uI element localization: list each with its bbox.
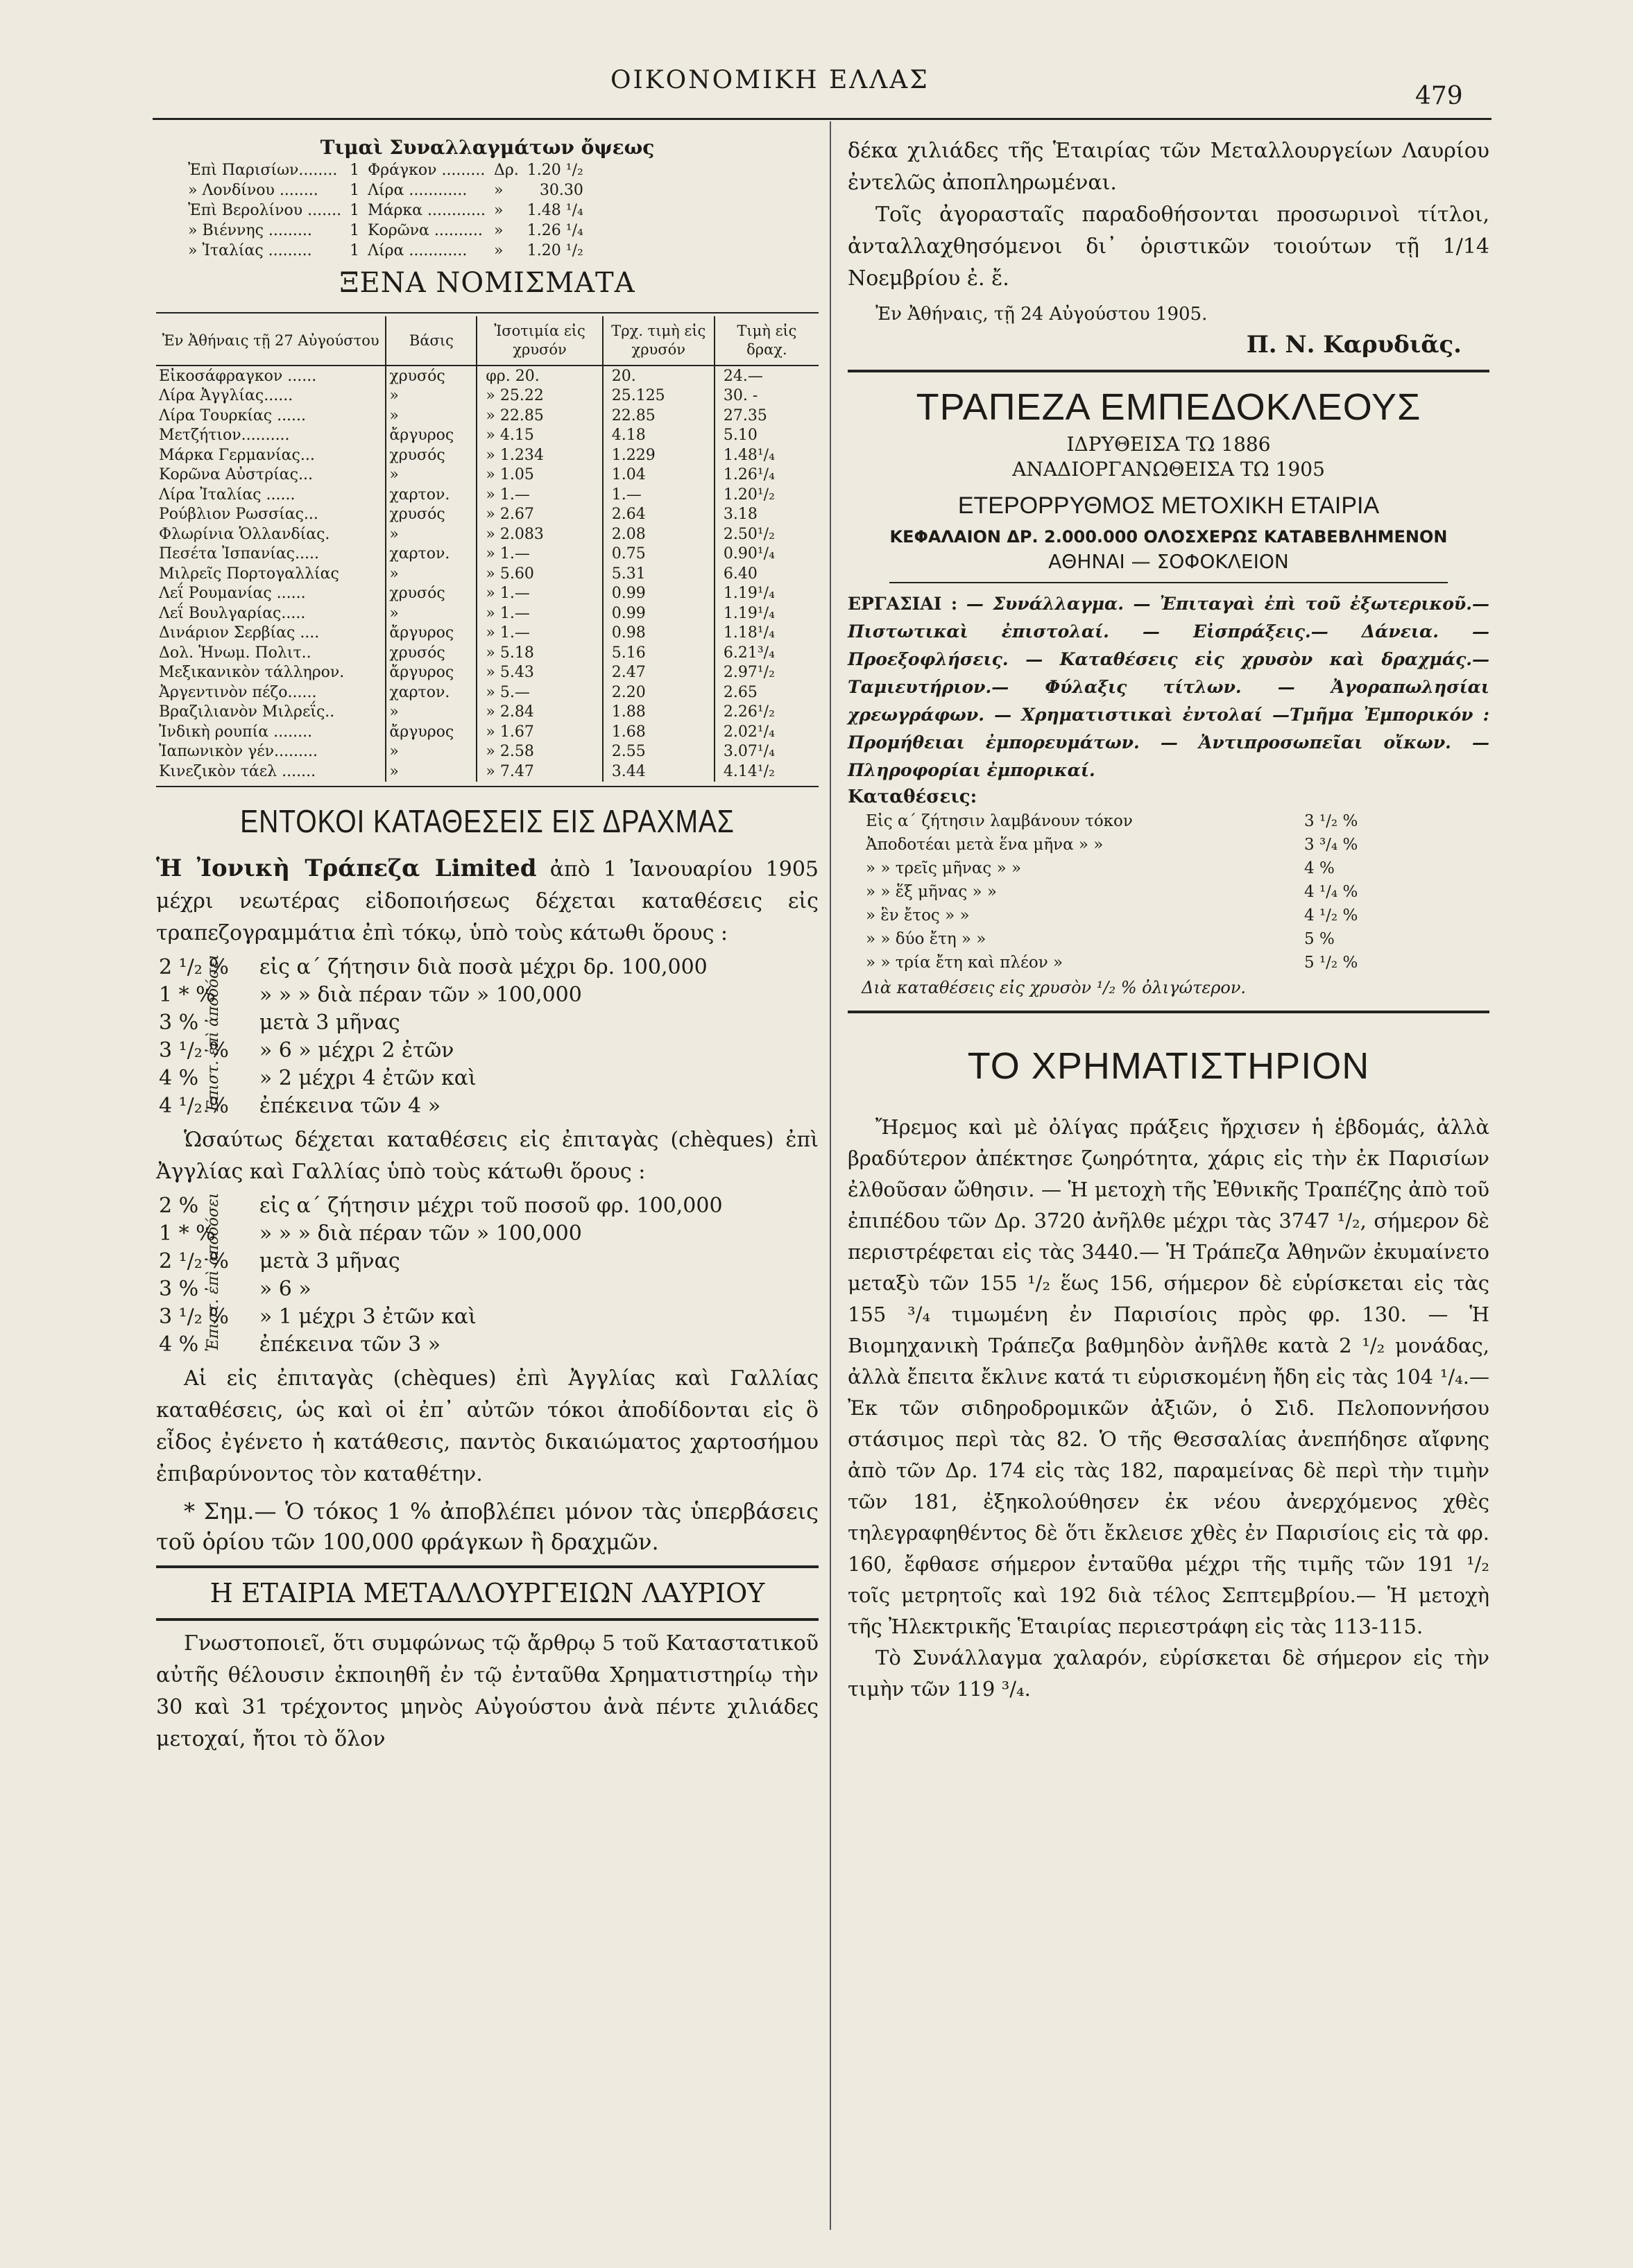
coin-cell-parity: » 2.67	[477, 505, 602, 525]
news-body: Ἤρεμος καὶ μὲ ὀλίγας πράξεις ἤρχισεν ἡ ἑβδομάς, ἀλλὰ βραδύτερον ἀπέκτησε ζωηρότητα, χάρις εἰς τὴν ἐκ Παρισίων ἐλθοῦσαν ὤθησιν. — Ἡ μετοχὴ τῆς Ἐθνικῆς Τραπέζης ἀπὸ τοῦ ἐπιπέδου τῶν Δρ. 3720 ἀνῆλθε μέχρι τὰς 3747 ¹/₂, σήμερον δὲ περιστρέφεται εἰς τὰς 3440.— Ἡ Τράπεζα Ἀθηνῶν ἐκυμαίνετο μεταξὺ τῶν 155 ¹/₂ ἕως 156, σήμερον δὲ εὑρίσκεται εἰς τὰς 155 ³/₄ τιμωμένη ἐν Παρισίοις πρὸς φρ. 130. — Ἡ Βιομηχανικὴ Τράπεζα βαθμηδὸν ἀνῆλθε κατὰ 2 ¹/₂ μονάδας, ἀλλὰ ἔπειτα ἔκλινε κατά τι εὑρισκομένη ἤδη εἰς τὰς 104 ¹/₄.— Ἐκ τῶν σιδηροδρομικῶν ἀξιῶν, ὁ Σιδ. Πελοποννήσου στάσιμος περὶ τὰς 82. Ὁ τῆς Θεσσαλίας ἀνεπήδησε αἴφνης ἀπὸ τῶν Δρ. 174 εἰς τὰς 182, παραμείνας δὲ περὶ τὴν τιμὴν τῶν 181, ἐξηκολούθησεν ἐκ νέου ἀνερχόμενος χθὲς τηλεγραφηθέντος δὲ ὅτι ἔκλεισε χθὲς ἐν Παρισίοις εἰς τὰ φρ. 160, ἔφθασε σήμερον ἐνταῦθα μέχρι τῆς τιμῆς τῶν 191 ¹/₂ τοῖς μετρητοῖς καὶ 192 διὰ τέλος Σεπτεμβρίου.— Ἡ μετοχὴ τῆς Ἠλεκτρικῆς Ἑταιρίας περιεστράφη εἰς τὰς 113-115.	[848, 1115, 1489, 1638]
emp-rate-row	[862, 927, 1362, 951]
deposit-rate: 1 * %	[159, 982, 216, 1007]
coin-row	[156, 485, 819, 505]
left-column	[156, 135, 819, 1755]
coin-cell-parity: » 5.—	[477, 682, 602, 703]
coin-cell-current: 3.44	[603, 762, 715, 782]
col-basis: Βάσις	[386, 316, 477, 366]
deposit-term-row	[156, 1009, 710, 1037]
exchange-cell-amt: 1	[350, 222, 360, 239]
coin-cell-price: 4.14¹/₂	[715, 762, 819, 782]
emp-reorganized: ΑΝΑΔΙΟΡΓΑΝΩΘΕΙΣΑ ΤΩ 1905	[1012, 458, 1325, 481]
foreign-table	[156, 316, 819, 782]
deposit-rate: 4 %	[159, 1332, 199, 1357]
deposit-term: » » » διὰ πέραν τῶν » 100,000	[259, 982, 582, 1007]
emp-rates-table	[862, 809, 1362, 974]
news-closing: Τὸ Συνάλλαγμα χαλαρόν, εὑρίσκεται δὲ σήμερον εἰς τὴν τιμὴν τῶν 119 ³/₄.	[848, 1646, 1489, 1701]
coin-cell-parity: » 1.—	[477, 624, 602, 644]
emp-heading: ΤΡΑΠΕΖΑ ΕΜΠΕΔΟΚΛΕΟΥΣ	[916, 386, 1421, 428]
coin-cell-price: 5.10	[715, 426, 819, 446]
coin-cell-basis: »	[386, 465, 477, 486]
exchange-cell-currency: Φράγκον .........	[368, 162, 486, 179]
coin-row	[156, 722, 819, 742]
lavrio-text-right-2: Τοῖς ἀγορασταῖς παραδοθήσονται προσωρινοὶ τίτλοι, ἀνταλλαχθησόμενοι δι᾽ ὁριστικῶν τοιούτων τῇ 1/14 Νοεμβρίου ἐ. ἔ.	[848, 203, 1489, 291]
coin-cell-basis: »	[386, 762, 477, 782]
coin-row	[156, 544, 819, 565]
coin-cell-basis: ἄργυρος	[386, 663, 477, 683]
coin-cell-current: 0.98	[603, 624, 715, 644]
emp-rate-row	[862, 880, 1362, 904]
coin-cell-coin-name: Λίρα Ἰταλίας ......	[159, 486, 296, 504]
deposits-note: * Σημ.— Ὁ τόκος 1 % ἀποβλέπει μόνον τὰς ὑπερβάσεις τοῦ ὁρίου τῶν 100,000 φράγκων ἢ δραχμῶν.	[156, 1497, 819, 1555]
coin-row	[156, 742, 819, 762]
emp-rate-term: » ἓν ἔτος » »	[866, 907, 970, 925]
column-rule	[830, 121, 831, 2230]
coin-cell-parity: » 5.43	[477, 663, 602, 683]
coin-cell-basis: »	[386, 603, 477, 624]
coin-cell-parity: » 7.47	[477, 762, 602, 782]
coin-cell-basis: ἄργυρος	[386, 722, 477, 742]
coin-cell-price: 2.02¹/₄	[715, 722, 819, 742]
deposit-term: μετὰ 3 μῆνας	[259, 1010, 400, 1035]
emp-rate-value: 4 ¹/₂ %	[1304, 907, 1358, 925]
col-price: Τιμὴ εἰς δραχ.	[715, 316, 819, 366]
coin-cell-basis: χαρτον.	[386, 544, 477, 565]
coin-cell-coin-name: Φλωρίνια Ὁλλανδίας.	[159, 525, 330, 543]
coin-cell-basis: χρυσός	[386, 643, 477, 663]
exchange-cell-place: » Ἰταλίας .........	[188, 242, 312, 259]
coin-cell-parity: » 1.—	[477, 544, 602, 565]
deposit-term-row	[156, 1192, 726, 1220]
header-rule	[153, 118, 1491, 120]
coin-cell-price: 2.97¹/₂	[715, 663, 819, 683]
coin-cell-price: 1.18¹/₄	[715, 624, 819, 644]
exchange-cell-value: 1.20 ¹/₂	[527, 162, 583, 179]
coin-cell-current: 25.125	[603, 386, 715, 406]
emp-type: ΕΤΕΡΟΡΡΥΘΜΟΣ ΜΕΤΟΧΙΚΗ ΕΤΑΙΡΙΑ	[957, 492, 1380, 519]
news-top-rule	[848, 1011, 1489, 1013]
emp-top-rule	[848, 370, 1489, 372]
deposit-term: » 2 μέχρι 4 ἐτῶν καὶ	[259, 1065, 477, 1090]
coin-cell-coin-name: Δολ. Ἡνωμ. Πολιτ..	[159, 644, 311, 662]
coin-cell-basis: »	[386, 524, 477, 544]
deposit-rate: 2 ¹/₂ %	[159, 1248, 229, 1273]
coin-cell-parity: » 22.85	[477, 406, 602, 426]
deposit-rate: 3 %	[159, 1276, 199, 1301]
coin-cell-price: 1.26¹/₄	[715, 465, 819, 486]
coin-cell-coin-name: Λεΐ Ρουμανίας ......	[159, 585, 306, 603]
deposits-intro	[156, 852, 819, 950]
emp-rate-term: » » δύο ἔτη » »	[866, 930, 986, 948]
deposit-term-row	[156, 1037, 710, 1065]
emp-rate-row	[862, 951, 1362, 974]
deposit-term-row	[156, 1248, 726, 1275]
exchange-heading: Τιμαὶ Συναλλαγμάτων ὄψεως	[320, 136, 655, 159]
exchange-cell-amt: 1	[350, 182, 360, 199]
coin-cell-basis: »	[386, 386, 477, 406]
coin-cell-coin-name: Λίρα Τουρκίας ......	[159, 406, 307, 424]
deposits-intro-text: ἀπὸ 1 Ἰανουαρίου 1905 μέχρι νεωτέρας εἰδοποιήσεως δέχεται καταθέσεις εἰς τραπεζογραμμάτια ἐπὶ τόκῳ, ὑπὸ τοὺς κάτωθι ὅρους :	[156, 857, 819, 945]
coin-cell-basis: ἄργυρος	[386, 426, 477, 446]
coin-row	[156, 366, 819, 386]
bank-name: Ἡ Ἰονικὴ Τράπεζα Limited	[156, 854, 537, 882]
coin-cell-basis: »	[386, 742, 477, 762]
coin-row	[156, 465, 819, 486]
coin-cell-basis: »	[386, 564, 477, 584]
coin-cell-parity: » 2.58	[477, 742, 602, 762]
coin-cell-current: 5.31	[603, 564, 715, 584]
emp-rate-term: » » ἕξ μῆνας » »	[866, 883, 997, 901]
exchange-cell-value: 1.20 ¹/₂	[527, 242, 583, 259]
deposit-rate: 2 ¹/₂ %	[159, 954, 229, 979]
coin-cell-current: 0.99	[603, 603, 715, 624]
emp-operations	[848, 590, 1489, 784]
col-place: Ἐν Ἀθήναις τῇ 27 Αὐγούστου	[156, 316, 386, 366]
exchange-cell-currency: Μάρκα ............	[368, 202, 486, 219]
exchange-cell-unit: »	[493, 182, 504, 199]
exchange-row	[184, 221, 588, 241]
coin-cell-parity: » 1.—	[477, 485, 602, 505]
emp-capital: ΚΕΦΑΛΑΙΟΝ ΔΡ. 2.000.000 ΟΛΟΣΧΕΡΩΣ ΚΑΤΑΒΕΒΛΗΜΕΝΟΝ	[889, 527, 1448, 547]
coin-cell-basis: χρυσός	[386, 366, 477, 386]
lavrio-signature: Π. Ν. Καρυδιᾶς.	[1246, 331, 1462, 359]
coin-cell-price: 3.18	[715, 505, 819, 525]
emp-rate-value: 3 ³/₄ %	[1304, 836, 1358, 854]
lavrio-heading: Η ΕΤΑΙΡΙΑ ΜΕΤΑΛΛΟΥΡΓΕΙΩΝ ΛΑΥΡΙΟΥ	[210, 1577, 765, 1608]
col-parity: Ἰσοτιμία εἰς χρυσόν	[477, 316, 602, 366]
coin-row	[156, 603, 819, 624]
deposit-rate: 1 * %	[159, 1221, 216, 1246]
emp-operations-label: ΕΡΓΑΣΙΑΙ :	[848, 594, 958, 614]
coin-cell-basis: »	[386, 406, 477, 426]
coin-cell-basis: χαρτον.	[386, 485, 477, 505]
foreign-heading: ΞΕΝΑ ΝΟΜΙΣΜΑΤΑ	[339, 267, 635, 299]
coin-cell-current: 22.85	[603, 406, 715, 426]
coin-row	[156, 762, 819, 782]
emp-rate-value: 5 ¹/₂ %	[1304, 954, 1358, 972]
coin-cell-current: 20.	[603, 366, 715, 386]
coin-cell-price: 6.21³/₄	[715, 643, 819, 663]
emp-rate-term: Ἀποδοτέαι μετὰ ἕνα μῆνα » »	[866, 836, 1104, 854]
exchange-cell-place: Ἐπὶ Παρισίων........	[188, 162, 338, 179]
coin-cell-price: 1.48¹/₄	[715, 445, 819, 465]
exchange-cell-currency: Κορῶνα ..........	[368, 222, 483, 239]
coin-cell-coin-name: Εἰκοσάφραγκον ......	[159, 367, 317, 385]
coin-cell-coin-name: Δινάριον Σερβίας ....	[159, 624, 320, 642]
coin-row	[156, 445, 819, 465]
coin-cell-parity: » 1.234	[477, 445, 602, 465]
deposit-rate: 2 %	[159, 1193, 199, 1218]
deposit-rate: 3 ¹/₂ %	[159, 1038, 229, 1063]
coin-row	[156, 643, 819, 663]
emp-location: ΑΘΗΝΑΙ — ΣΟΦΟΚΛΕΙΟΝ	[1048, 550, 1289, 573]
exchange-cell-unit: »	[493, 202, 504, 219]
coin-cell-current: 1.—	[603, 485, 715, 505]
emp-rate-value: 4 ¹/₄ %	[1304, 883, 1358, 901]
coin-cell-basis: χρυσός	[386, 445, 477, 465]
emp-founded: ΙΔΡΥΘΕΙΣΑ ΤΩ 1886	[1066, 433, 1271, 456]
lavrio-bottom-rule	[156, 1618, 819, 1621]
deposit-term-row	[156, 1303, 726, 1331]
deposit-terms-2	[156, 1192, 819, 1359]
coin-cell-current: 5.16	[603, 643, 715, 663]
deposit-rate: 3 ¹/₂ %	[159, 1304, 229, 1329]
exchange-cell-place: Ἐπὶ Βερολίνου .......	[188, 202, 342, 219]
coin-cell-current: 2.47	[603, 663, 715, 683]
coin-row	[156, 584, 819, 604]
coin-cell-current: 2.08	[603, 524, 715, 544]
exchange-cell-currency: Λίρα ............	[368, 182, 468, 199]
page-number: 479	[1415, 82, 1463, 110]
deposit-rate: 4 ¹/₂ %	[159, 1093, 229, 1118]
deposit-term: μετὰ 3 μῆνας	[259, 1248, 400, 1273]
coin-cell-parity: » 2.083	[477, 524, 602, 544]
deposit-term-row	[156, 1065, 710, 1092]
coin-row	[156, 386, 819, 406]
coin-cell-current: 0.99	[603, 584, 715, 604]
emp-rate-value: 4 %	[1304, 859, 1335, 877]
coin-cell-price: 1.20¹/₂	[715, 485, 819, 505]
coin-row	[156, 703, 819, 723]
coin-row	[156, 624, 819, 644]
coin-cell-price: 0.90¹/₄	[715, 544, 819, 565]
coin-cell-parity: » 4.15	[477, 426, 602, 446]
lavrio-date: Ἐν Ἀθήναις, τῇ 24 Αὐγούστου 1905.	[875, 304, 1208, 325]
lavrio-text-right: δέκα χιλιάδες τῆς Ἑταιρίας τῶν Μεταλλουργείων Λαυρίου ἐντελῶς ἀποπληρωμέναι.	[848, 139, 1489, 195]
emp-rate-value: 5 %	[1304, 930, 1335, 948]
exchange-cell-place: » Λονδίνου ........	[188, 182, 318, 199]
emp-rate-row	[862, 857, 1362, 880]
coin-cell-current: 4.18	[603, 426, 715, 446]
deposit-term-row	[156, 1220, 726, 1248]
col-current: Τρχ. τιμὴ εἰς χρυσόν	[603, 316, 715, 366]
lavrio-top-rule	[156, 1565, 819, 1568]
deposit-term: εἰς α΄ ζήτησιν μέχρι τοῦ ποσοῦ φρ. 100,000	[259, 1193, 723, 1218]
coin-cell-price: 2.50¹/₂	[715, 524, 819, 544]
coin-cell-parity: » 5.18	[477, 643, 602, 663]
exchange-cell-amt: 1	[350, 242, 360, 259]
coin-cell-coin-name: Μάρκα Γερμανίας...	[159, 446, 315, 464]
coin-cell-current: 1.68	[603, 722, 715, 742]
deposit-term-row	[156, 1331, 726, 1359]
coin-cell-current: 1.04	[603, 465, 715, 486]
deposits-mid: Ὡσαύτως δέχεται καταθέσεις εἰς ἐπιταγὰς (chèques) ἐπὶ Ἀγγλίας καὶ Γαλλίας ὑπὸ τοὺς κάτωθι ὅρους :	[156, 1127, 819, 1184]
coin-cell-coin-name: Κινεζικὸν τάελ .......	[159, 762, 316, 780]
deposit-term-row	[156, 1275, 726, 1303]
coin-cell-current: 2.55	[603, 742, 715, 762]
emp-rate-row	[862, 833, 1362, 857]
coin-cell-coin-name: Λίρα Ἀγγλίας......	[159, 387, 293, 405]
exchange-cell-currency: Λίρα ............	[368, 242, 468, 259]
coin-cell-coin-name: Πεσέτα Ἰσπανίας.....	[159, 545, 319, 563]
exchange-table	[184, 160, 588, 261]
exchange-cell-value: 30.30	[539, 182, 583, 199]
coin-cell-current: 1.229	[603, 445, 715, 465]
emp-rate-value: 3 ¹/₂ %	[1304, 812, 1358, 830]
emp-rule	[889, 582, 1448, 583]
coin-cell-parity: » 2.84	[477, 703, 602, 723]
coin-cell-basis: »	[386, 703, 477, 723]
exchange-row	[184, 241, 588, 261]
exchange-cell-amt: 1	[350, 162, 360, 179]
emp-rate-row	[862, 904, 1362, 927]
deposit-term-row	[156, 954, 710, 981]
coin-cell-coin-name: Ἰαπωνικὸν γέν.........	[159, 743, 318, 761]
exchange-cell-value: 1.26 ¹/₄	[527, 222, 583, 239]
deposits-heading: ΕΝΤΟΚΟΙ ΚΑΤΑΘΕΣΕΙΣ ΕΙΣ ΔΡΑΧΜΑΣ	[240, 802, 735, 839]
coin-row	[156, 682, 819, 703]
coin-row	[156, 663, 819, 683]
coin-cell-coin-name: Λεΐ Βουλγαρίας.....	[159, 604, 306, 622]
exchange-row	[184, 200, 588, 221]
coin-cell-price: 24.—	[715, 366, 819, 386]
coin-cell-price: 6.40	[715, 564, 819, 584]
deposit-term: » » » διὰ πέραν τῶν » 100,000	[259, 1221, 582, 1246]
exchange-row	[184, 180, 588, 200]
coin-cell-price: 1.19¹/₄	[715, 603, 819, 624]
exchange-cell-unit: »	[493, 242, 504, 259]
coin-cell-price: 2.26¹/₂	[715, 703, 819, 723]
coin-row	[156, 426, 819, 446]
deposit-term: » 6 »	[259, 1276, 311, 1301]
coin-cell-parity: » 25.22	[477, 386, 602, 406]
emp-rate-term: Εἰς α΄ ζήτησιν λαμβάνουν τόκον	[866, 812, 1133, 830]
coin-cell-current: 1.88	[603, 703, 715, 723]
news-heading: ΤΟ ΧΡΗΜΑΤΙΣΤΗΡΙΟΝ	[967, 1045, 1370, 1087]
coin-cell-current: 2.64	[603, 505, 715, 525]
coin-cell-coin-name: Βραζιλιανὸν Μιλρεΐς..	[159, 703, 335, 721]
coin-cell-current: 2.20	[603, 682, 715, 703]
lavrio-text-left: Γνωστοποιεῖ, ὅτι συμφώνως τῷ ἄρθρῳ 5 τοῦ Καταστατικοῦ αὐτῆς θέλουσιν ἐκποιηθῆ ἐν τῷ ἐνταῦθα Χρηματιστηρίῳ τὴν 30 καὶ 31 τρέχοντος μηνὸς Αὐγούστου ἀνὰ πέντε χιλιάδες μετοχαί, ἤτοι τὸ ὅλον	[156, 1631, 819, 1751]
deposit-term: ἐπέκεινα τῶν 4 »	[259, 1093, 441, 1118]
coin-cell-price: 30. -	[715, 386, 819, 406]
coin-cell-current: 0.75	[603, 544, 715, 565]
deposit-term-row	[156, 981, 710, 1009]
emp-rate-term: » » τρεῖς μῆνας » »	[866, 859, 1022, 877]
coin-cell-basis: χρυσός	[386, 584, 477, 604]
coin-cell-price: 1.19¹/₄	[715, 584, 819, 604]
emp-gold-note: Διὰ καταθέσεις εἰς χρυσὸν ¹/₂ % ὀλιγώτερον.	[862, 978, 1247, 997]
coin-cell-parity: » 1.05	[477, 465, 602, 486]
exchange-row	[184, 160, 588, 180]
coin-cell-coin-name: Ρούβλιον Ρωσσίας...	[159, 506, 318, 524]
deposit-term: εἰς α΄ ζήτησιν διὰ ποσὰ μέχρι δρ. 100,000	[259, 954, 708, 979]
coin-cell-price: 27.35	[715, 406, 819, 426]
coin-cell-price: 2.65	[715, 682, 819, 703]
right-column	[848, 135, 1489, 1705]
table-bottom-rule	[156, 786, 819, 787]
coin-cell-parity: » 1.—	[477, 603, 602, 624]
table-top-rule	[156, 312, 819, 313]
deposit-term: » 6 » μέχρι 2 ἐτῶν	[259, 1038, 454, 1063]
exchange-cell-unit: »	[493, 222, 504, 239]
coin-row	[156, 564, 819, 584]
side-label-2: Ἐπιστ. ἐπὶ ἀποδόσει	[205, 1192, 222, 1352]
emp-deposits-label: Καταθέσεις:	[848, 787, 977, 807]
exchange-cell-amt: 1	[350, 202, 360, 219]
exchange-cell-unit: Δρ.	[493, 162, 519, 179]
coin-row	[156, 505, 819, 525]
coin-cell-parity: » 5.60	[477, 564, 602, 584]
coin-cell-coin-name: Μετζήτιον..........	[159, 427, 290, 445]
deposits-closing: Αἱ εἰς ἐπιταγὰς (chèques) ἐπὶ Ἀγγλίας καὶ Γαλλίας καταθέσεις, ὡς καὶ οἱ ἐπ᾽ αὐτῶν τόκοι ἀποδίδονται εἰς ὃ εἶδος ἐγένετο ἡ κατάθεσις, παντὸς δικαιώματος χαρτοσήμου ἐπιβαρύνοντος τὸν καταθέτην.	[156, 1366, 819, 1486]
coin-cell-coin-name: Ἀργεντινὸν πέζο......	[159, 683, 317, 701]
deposit-rate: 4 %	[159, 1065, 199, 1090]
coin-cell-parity: » 1.—	[477, 584, 602, 604]
exchange-cell-value: 1.48 ¹/₄	[527, 202, 583, 219]
deposit-rate: 3 %	[159, 1010, 199, 1035]
coin-cell-price: 3.07¹/₄	[715, 742, 819, 762]
exchange-cell-place: » Βιέννης .........	[188, 222, 312, 239]
running-title: ΟΙΚΟΝΟΜΙΚΗ ΕΛΛΑΣ	[610, 66, 930, 94]
deposit-terms-1	[156, 954, 819, 1120]
deposit-term: ἐπέκεινα τῶν 3 »	[259, 1332, 441, 1357]
coin-cell-basis: χαρτον.	[386, 682, 477, 703]
side-label-1: Ἐπιστ. ἐπὶ ἀποδόσει	[205, 954, 222, 1113]
coin-cell-parity: » 1.67	[477, 722, 602, 742]
coin-cell-coin-name: Κορῶνα Αὐστρίας...	[159, 466, 313, 484]
coin-cell-parity: φρ. 20.	[477, 366, 602, 386]
coin-cell-coin-name: Μιλρεῖς Πορτογαλλίας	[159, 565, 339, 583]
coin-cell-coin-name: Ἰνδικὴ ρουπία ........	[159, 723, 313, 741]
coin-cell-basis: ἄργυρος	[386, 624, 477, 644]
deposit-term-row	[156, 1092, 710, 1120]
coin-row	[156, 406, 819, 426]
coin-row	[156, 524, 819, 544]
deposit-term: » 1 μέχρι 3 ἐτῶν καὶ	[259, 1304, 477, 1329]
coin-cell-coin-name: Μεξικανικὸν τάλληρον.	[159, 664, 345, 682]
emp-rate-row	[862, 809, 1362, 833]
emp-operations-text: — Συνάλλαγμα. — Ἐπιταγαὶ ἐπὶ τοῦ ἐξωτερικοῦ.— Πιστωτικαὶ ἐπιστολαί. — Εἰσπράξεις.— Δάνεια. —Προεξοφλήσεις. — Καταθέσεις εἰς χρυσὸν καὶ δραχμάς.— Ταμιευτήριον.— Φύλαξις τίτλων. — Ἀγοραπωλησίαι χρεωγράφων. — Χρηματιστικαὶ ἐντολαί —Τμῆμα Ἐμπορικόν : Προμήθειαι ἐμπορευμάτων. — Ἀντιπροσωπεῖαι οἴκων. — Πληροφορίαι ἐμπορικαί.	[848, 594, 1489, 780]
emp-rate-term: » » τρία ἔτη καὶ πλέον »	[866, 954, 1063, 972]
coin-cell-basis: χρυσός	[386, 505, 477, 525]
